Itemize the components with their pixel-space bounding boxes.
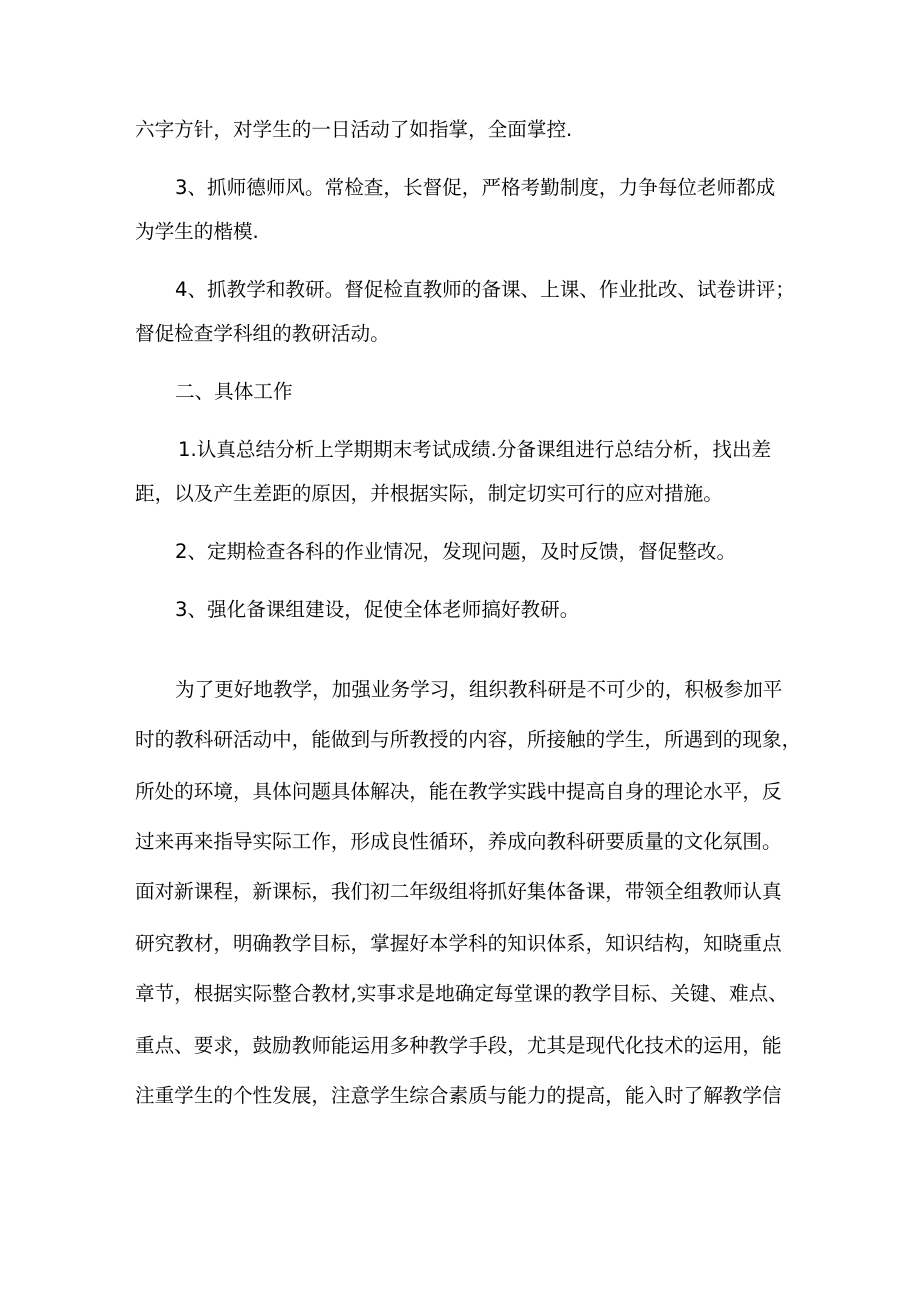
document-page	[135, 108, 802, 1118]
paragraph-research-body	[135, 668, 802, 1118]
paragraph-lesson-groups	[135, 588, 795, 632]
paragraph-teacher-ethics	[135, 166, 795, 254]
text-line: 为学生的楷模.	[135, 220, 259, 243]
text-line: 研究教材，明确教学目标，掌握好本学科的知识体系，知识结构，知晓重点	[135, 932, 782, 955]
text-line: 章节，根据实际整合教材,实事求是地确定每堂课的教学目标、关键、难点、	[135, 982, 788, 1005]
text-line: 1.认真总结分析上学期期末考试成绩.分备课组进行总结分析，找出差	[178, 438, 772, 461]
text-line: 距，以及产生差距的原因，并根据实际，制定切实可行的应对措施。	[135, 482, 723, 505]
text-line: 3、强化备课组建设，促使全体老师搞好教研。	[175, 598, 580, 621]
paragraph-teaching-research	[135, 268, 795, 356]
text-line: 4、抓教学和教研。督促检直教师的备课、上课、作业批改、试卷讲评；	[175, 278, 795, 301]
text-line: 过来再来指导实际工作，形成良性循环，养成向教科研要质量的文化氛围。	[135, 830, 782, 853]
text-line: 督促检查学科组的教研活动。	[135, 322, 390, 345]
text-line: 二、具体工作	[175, 380, 293, 403]
text-line: 所处的环境，具体问题具体解决，能在教学实践中提高自身的理论水平，反	[135, 780, 782, 803]
paragraph-exam-analysis	[135, 428, 795, 516]
paragraph-guideline	[135, 108, 795, 152]
section-heading-specific-work	[135, 370, 795, 414]
paragraph-homework-check	[135, 530, 795, 574]
text-line: 注重学生的个性发展，注意学生综合素质与能力的提高，能入时了解教学信	[135, 1084, 782, 1107]
text-line: 六字方针，对学生的一日活动了如指掌，全面掌控.	[135, 118, 573, 141]
text-line: 3、抓师德师风。常检查，长督促，严格考勤制度，力争每位老师都成	[175, 176, 776, 199]
text-line: 时的教科研活动中，能做到与所教授的内容，所接触的学生，所遇到的现象，	[135, 728, 802, 751]
text-line: 面对新课程，新课标，我们初二年级组将抓好集体备课，带领全组教师认真	[135, 880, 782, 903]
text-line: 为了更好地教学，加强业务学习，组织教科研是不可少的，积极参加平	[175, 678, 783, 701]
text-line: 重点、要求，鼓励教师能运用多种教学手段，尤其是现代化技术的运用，能	[135, 1034, 782, 1057]
text-line: 2、定期检查各科的作业情况，发现问题，及时反馈，督促整改。	[175, 540, 737, 563]
